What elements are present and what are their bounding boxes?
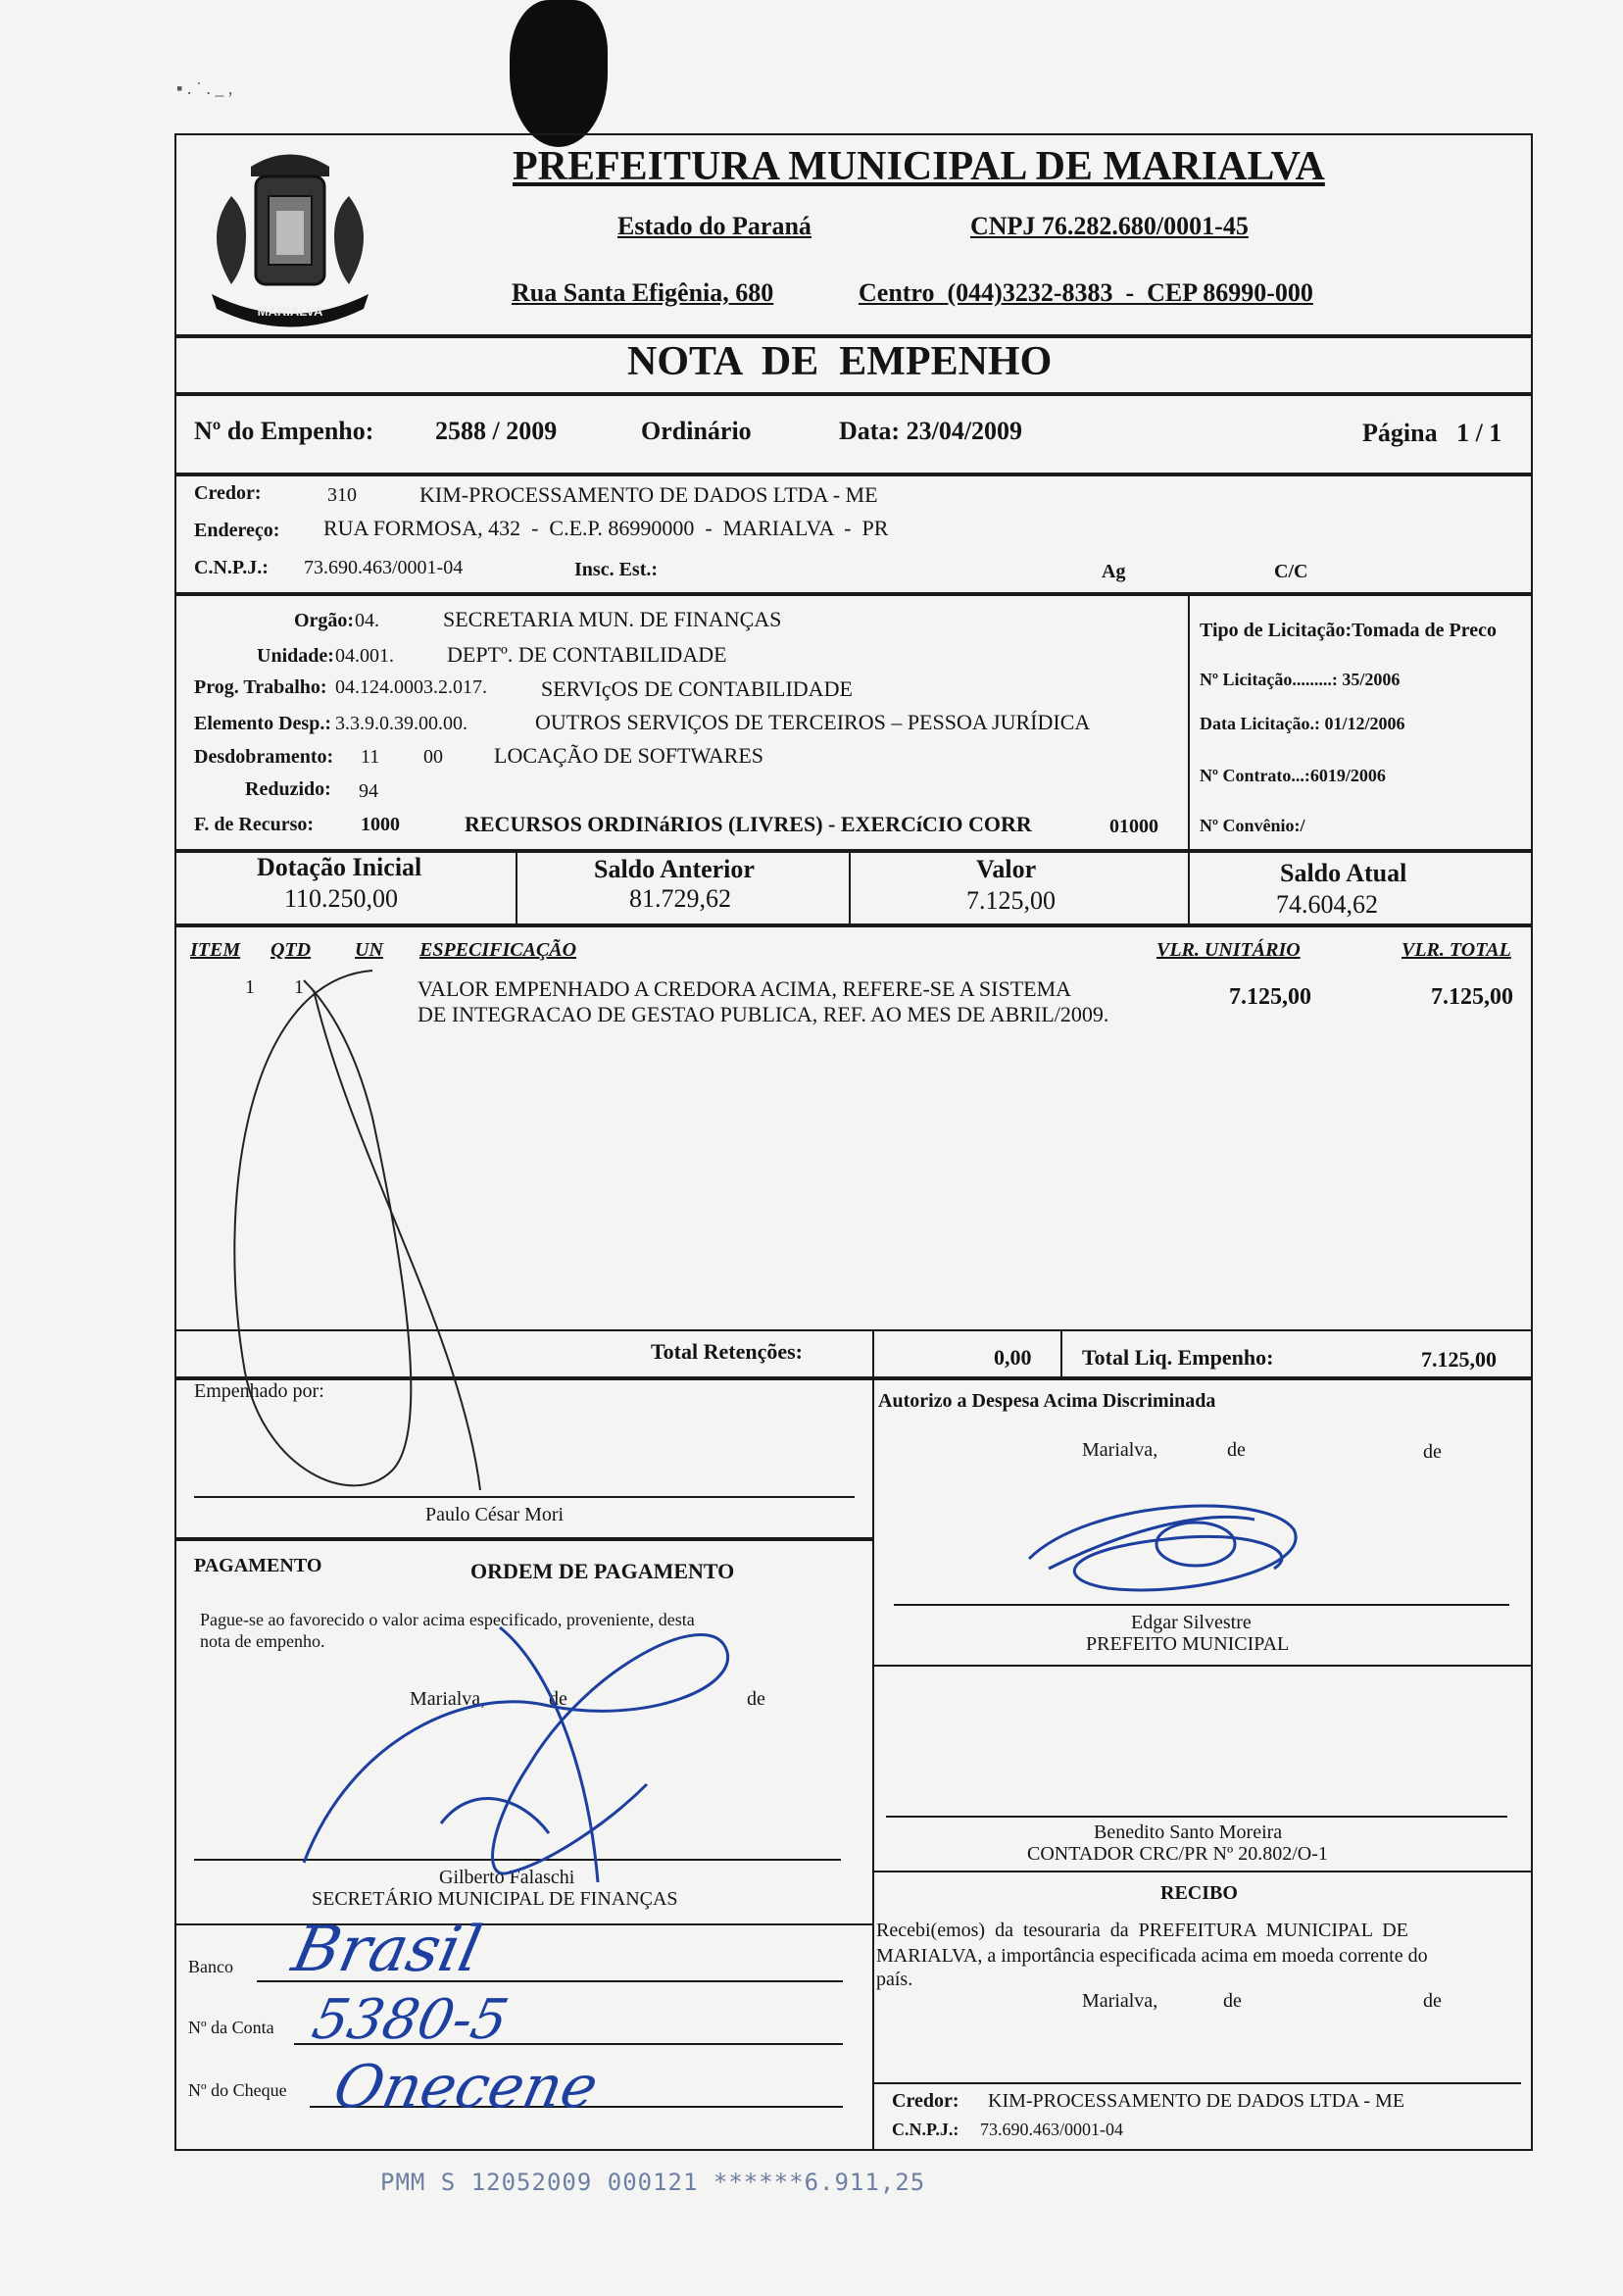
contador-name: Benedito Santo Moreira xyxy=(1094,1822,1283,1843)
credor-code: 310 xyxy=(327,484,357,506)
recibo-label: RECIBO xyxy=(1160,1882,1238,1904)
empenhado-name: Paulo César Mori xyxy=(425,1504,565,1525)
cnpj-field-label: C.N.P.J.: xyxy=(194,557,269,578)
page-title: PREFEITURA MUNICIPAL DE MARIALVA xyxy=(513,144,1325,189)
scan-blot xyxy=(510,0,608,147)
recurso-code: 1000 xyxy=(361,814,400,835)
credor-name: KIM-PROCESSAMENTO DE DADOS LTDA - ME xyxy=(419,482,878,507)
contact-label: Centro (044)3232-8383 - CEP 86990-000 xyxy=(859,278,1313,307)
col-header-un: UN xyxy=(355,939,383,961)
pagamento-place: Marialva, xyxy=(410,1688,486,1710)
seal-text: MARIALVA xyxy=(257,304,323,319)
col-header-item: ITEM xyxy=(190,939,241,961)
recurso-suffix: 01000 xyxy=(1109,816,1158,837)
signature-secretary xyxy=(294,1588,764,1902)
banco-handwritten: Brasil xyxy=(286,1914,488,1986)
secretary-name: Gilberto Falaschi xyxy=(439,1867,575,1888)
valor-value: 7.125,00 xyxy=(966,886,1056,915)
empenhado-label: Empenhado por: xyxy=(194,1380,324,1402)
pagamento-de1: de xyxy=(549,1688,567,1710)
print-stamp: PMM S 12052009 000121 ******6.911,25 xyxy=(380,2169,926,2196)
saldo-anterior-label: Saldo Anterior xyxy=(594,855,755,883)
credor-cnpj: 73.690.463/0001-04 xyxy=(304,557,464,578)
desdobramento-label: Desdobramento: xyxy=(194,746,334,768)
autorizo-place: Marialva, xyxy=(1082,1439,1158,1461)
orgao-label: Orgão: xyxy=(294,610,355,631)
item-spec-line1: VALOR EMPENHADO A CREDORA ACIMA, REFERE-SE A SISTEMA xyxy=(418,976,1072,1001)
footer-cnpj-value: 73.690.463/0001-04 xyxy=(980,2120,1123,2139)
unidade-code: 04.001. xyxy=(335,645,394,667)
mayor-title: PREFEITO MUNICIPAL xyxy=(1086,1633,1290,1655)
item-unit-value: 7.125,00 xyxy=(1229,984,1311,1010)
recibo-de2: de xyxy=(1423,1990,1442,2012)
pagamento-de2: de xyxy=(747,1688,765,1710)
recibo-place: Marialva, xyxy=(1082,1990,1158,2012)
cnpj-label: CNPJ 76.282.680/0001-45 xyxy=(970,212,1249,240)
scan-specks: ▪ . ˙ . _ , xyxy=(176,78,233,98)
liq-empenho-value: 7.125,00 xyxy=(1421,1347,1497,1372)
recibo-text-line2: MARIALVA, a importância especificada acima em moeda corrente do xyxy=(876,1945,1428,1967)
saldo-atual-label: Saldo Atual xyxy=(1280,859,1407,887)
credor-label: Credor: xyxy=(194,482,262,504)
contrato-numero: Nº Contrato...:6019/2006 xyxy=(1200,766,1386,785)
col-header-especificacao: ESPECIFICAÇÃO xyxy=(419,939,577,961)
col-header-qtd: QTD xyxy=(270,939,312,961)
licitacao-numero: Nº Licitação.........: 35/2006 xyxy=(1200,670,1401,689)
elemento-code: 3.3.9.0.39.00.00. xyxy=(335,713,467,734)
page-number: Página 1 / 1 xyxy=(1362,419,1502,447)
pagamento-text-line2: nota de empenho. xyxy=(200,1631,325,1651)
signature-empenhado xyxy=(206,961,519,1529)
elemento-name: OUTROS SERVIÇOS DE TERCEIROS – PESSOA JURÍDICA xyxy=(535,710,1091,734)
item-qtd: 1 xyxy=(294,976,304,998)
ordem-pagamento-label: ORDEM DE PAGAMENTO xyxy=(470,1559,735,1583)
secretary-title: SECRETÁRIO MUNICIPAL DE FINANÇAS xyxy=(312,1888,678,1910)
credor-address: RUA FORMOSA, 432 - C.E.P. 86990000 - MARIALVA - PR xyxy=(323,516,889,540)
empenho-type: Ordinário xyxy=(641,417,752,445)
empenho-number-label: Nº do Empenho: xyxy=(194,417,374,445)
reduzido-label: Reduzido: xyxy=(245,778,331,800)
retencoes-label: Total Retenções: xyxy=(651,1339,803,1364)
convenio-numero: Nº Convênio:/ xyxy=(1200,816,1305,835)
mayor-name: Edgar Silvestre xyxy=(1131,1612,1252,1633)
orgao-name: SECRETARIA MUN. DE FINANÇAS xyxy=(443,607,782,631)
elemento-label: Elemento Desp.: xyxy=(194,713,331,734)
retencoes-value: 0,00 xyxy=(994,1345,1032,1370)
desdobramento-b: 00 xyxy=(423,746,443,768)
address-label: Rua Santa Efigênia, 680 xyxy=(512,278,774,307)
ag-label: Ag xyxy=(1102,561,1126,582)
autorizo-de2: de xyxy=(1423,1441,1442,1463)
conta-label: Nº da Conta xyxy=(188,2018,274,2037)
prog-code: 04.124.0003.2.017. xyxy=(335,676,487,698)
footer-cnpj-label: C.N.P.J.: xyxy=(892,2120,959,2139)
insc-est-label: Insc. Est.: xyxy=(574,559,659,580)
liq-empenho-label: Total Liq. Empenho: xyxy=(1082,1345,1274,1370)
desdobramento-name: LOCAÇÃO DE SOFTWARES xyxy=(494,743,764,768)
doc-title: NOTA DE EMPENHO xyxy=(627,339,1053,384)
unidade-name: DEPTº. DE CONTABILIDADE xyxy=(447,642,727,667)
recibo-de1: de xyxy=(1223,1990,1242,2012)
valor-label: Valor xyxy=(976,855,1037,883)
dotacao-value: 110.250,00 xyxy=(284,884,399,913)
desdobramento-a: 11 xyxy=(361,746,380,768)
item-spec-line2: DE INTEGRACAO DE GESTAO PUBLICA, REF. AO MES DE ABRIL/2009. xyxy=(418,1002,1109,1026)
licitacao-data: Data Licitação.: 01/12/2006 xyxy=(1200,714,1405,733)
autorizo-label: Autorizo a Despesa Acima Discriminada xyxy=(878,1390,1216,1412)
prog-name: SERVIçOS DE CONTABILIDADE xyxy=(541,676,853,701)
banco-label: Banco xyxy=(188,1957,233,1976)
orgao-code: 04. xyxy=(355,610,379,631)
cheque-handwritten: Onecene xyxy=(327,2053,605,2121)
signature-mayor xyxy=(1009,1490,1323,1608)
recibo-text-line3: país. xyxy=(876,1969,913,1990)
footer-credor-label: Credor: xyxy=(892,2090,959,2112)
reduzido-value: 94 xyxy=(359,780,378,802)
col-header-vlr-total: VLR. TOTAL xyxy=(1402,939,1511,961)
recurso-name: RECURSOS ORDINáRIOS (LIVRES) - EXERCíCIO CORR xyxy=(465,812,1032,836)
empenho-number: 2588 / 2009 xyxy=(435,417,558,445)
saldo-atual-value: 74.604,62 xyxy=(1276,890,1378,919)
dotacao-label: Dotação Inicial xyxy=(257,853,422,881)
recibo-text-line1: Recebi(emos) da tesouraria da PREFEITURA MUNICIPAL DE xyxy=(876,1920,1408,1941)
autorizo-de1: de xyxy=(1227,1439,1246,1461)
item-total-value: 7.125,00 xyxy=(1431,984,1513,1010)
municipal-seal-icon xyxy=(192,137,388,338)
licitacao-tipo: Tipo de Licitação:Tomada de Preco xyxy=(1200,620,1497,641)
empenho-date: Data: 23/04/2009 xyxy=(839,417,1023,445)
pagamento-text-line1: Pague-se ao favorecido o valor acima especificado, proveniente, desta xyxy=(200,1610,695,1629)
saldo-anterior-value: 81.729,62 xyxy=(629,884,731,913)
conta-handwritten: 5380-5 xyxy=(307,1988,514,2052)
footer-credor-name: KIM-PROCESSAMENTO DE DADOS LTDA - ME xyxy=(988,2090,1405,2112)
item-number: 1 xyxy=(245,976,255,998)
unidade-label: Unidade: xyxy=(257,645,334,667)
pagamento-label: PAGAMENTO xyxy=(194,1555,322,1576)
cheque-label: Nº do Cheque xyxy=(188,2080,287,2100)
address-field-label: Endereço: xyxy=(194,520,280,541)
recurso-label: F. de Recurso: xyxy=(194,814,315,835)
contador-title: CONTADOR CRC/PR Nº 20.802/O-1 xyxy=(1027,1843,1328,1865)
state-label: Estado do Paraná xyxy=(617,212,812,240)
col-header-vlr-unitario: VLR. UNITÁRIO xyxy=(1156,939,1301,961)
cc-label: C/C xyxy=(1274,561,1308,582)
prog-label: Prog. Trabalho: xyxy=(194,676,327,698)
